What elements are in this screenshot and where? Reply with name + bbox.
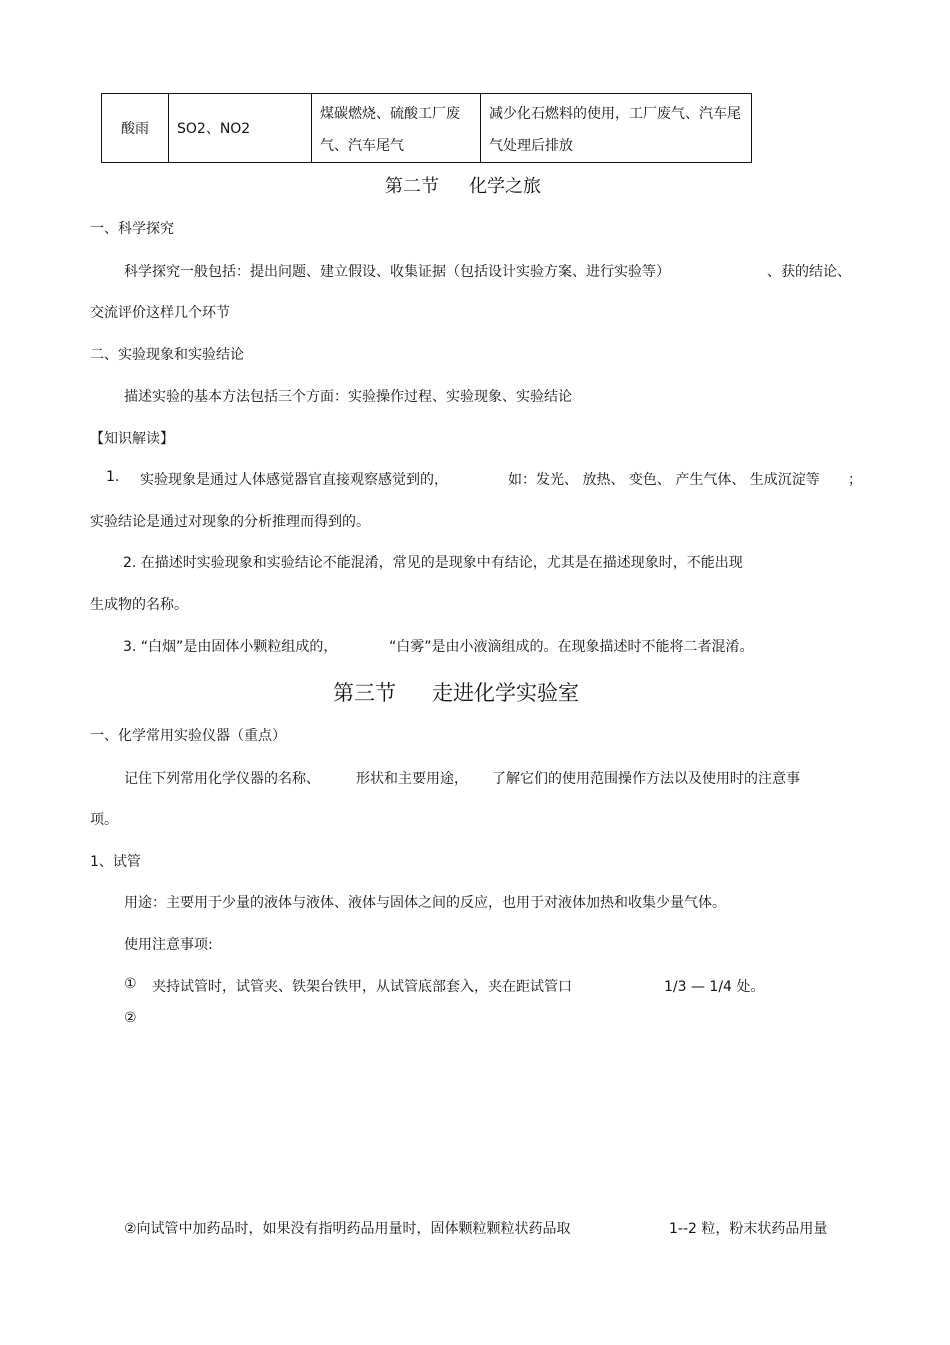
test-tube-usage: 用途：主要用于少量的液体与液体、液体与固体之间的反应，也用于对液体加热和收集少量气体。 — [124, 895, 726, 911]
knowledge-1d: 实验结论是通过对现象的分析推理而得到的。 — [90, 514, 370, 530]
note-2a: ②向试管中加药品时，如果没有指明药品用量时，固体颗粒颗粒状药品取 — [124, 1221, 571, 1237]
section3-paragraph-1c: 了解它们的使用范围操作方法以及使用时的注意事 — [492, 771, 800, 787]
note-1b: 1/3 — 1/4 处。 — [664, 979, 765, 995]
knowledge-3a: 3. “白烟”是由固体小颗粒组成的， — [123, 639, 338, 655]
acid-rain-table — [101, 93, 752, 163]
knowledge-label: 【知识解读】 — [90, 431, 174, 447]
knowledge-1b: 如：发光、 放热、 变色、 产生气体、 生成沉淀等 — [508, 472, 820, 488]
section2-paragraph-2: 描述实验的基本方法包括三个方面：实验操作过程、实验现象、实验结论 — [124, 389, 572, 405]
knowledge-3b: “白雾”是由小液滴组成的。在现象描述时不能将二者混淆。 — [389, 639, 754, 655]
knowledge-1-number: 1. — [106, 469, 120, 485]
section3-title-number: 第三节 — [333, 681, 396, 705]
section2-title-text: 化学之旅 — [469, 176, 541, 197]
section3-paragraph-1b: 形状和主要用途， — [356, 771, 468, 787]
section3-title — [333, 677, 579, 707]
section2-paragraph-1a: 科学探究一般包括：提出问题、建立假设、收集证据（包括设计实验方案、进行实验等） — [124, 264, 670, 280]
sources-cell: 煤碳燃烧、硫酸工厂废气、汽车尾气 — [312, 94, 481, 163]
note-1-marker: ① — [124, 976, 137, 992]
section3-paragraph-1d: 项。 — [90, 812, 118, 828]
substances-cell: SO2、NO2 — [169, 94, 312, 163]
knowledge-1c: ； — [848, 472, 862, 488]
section2-title — [385, 172, 541, 198]
section2-heading-2: 二、实验现象和实验结论 — [90, 347, 244, 363]
test-tube-heading: 1、试管 — [90, 854, 141, 870]
note-2-marker: ② — [124, 1010, 137, 1026]
measures-cell: 减少化石燃料的使用，工厂废气、汽车尾气处理后排放 — [481, 94, 752, 163]
section3-paragraph-1a: 记住下列常用化学仪器的名称、 — [124, 771, 320, 787]
knowledge-1a: 实验现象是通过人体感觉器官直接观察感觉到的， — [140, 472, 448, 488]
test-tube-notes-label: 使用注意事项: — [124, 937, 213, 953]
section2-heading-1: 一、科学探究 — [90, 221, 174, 237]
section3-heading-1: 一、化学常用实验仪器（重点） — [90, 728, 286, 744]
note-2b: 1--2 粒，粉末状药品用量 — [669, 1221, 828, 1237]
section2-paragraph-1c: 交流评价这样几个环节 — [90, 305, 230, 321]
section3-title-text: 走进化学实验室 — [432, 681, 579, 705]
section2-title-number: 第二节 — [385, 176, 439, 197]
pollutant-name-cell: 酸雨 — [102, 94, 169, 163]
knowledge-2a: 2. 在描述时实验现象和实验结论不能混淆，常见的是现象中有结论，尤其是在描述现象时，不能出现 — [123, 555, 743, 571]
note-1a: 夹持试管时，试管夹、铁架台铁甲，从试管底部套入，夹在距试管口 — [152, 979, 572, 995]
table-row — [102, 94, 752, 163]
section2-paragraph-1b: 、获的结论、 — [767, 264, 851, 280]
knowledge-2b: 生成物的名称。 — [90, 597, 188, 613]
